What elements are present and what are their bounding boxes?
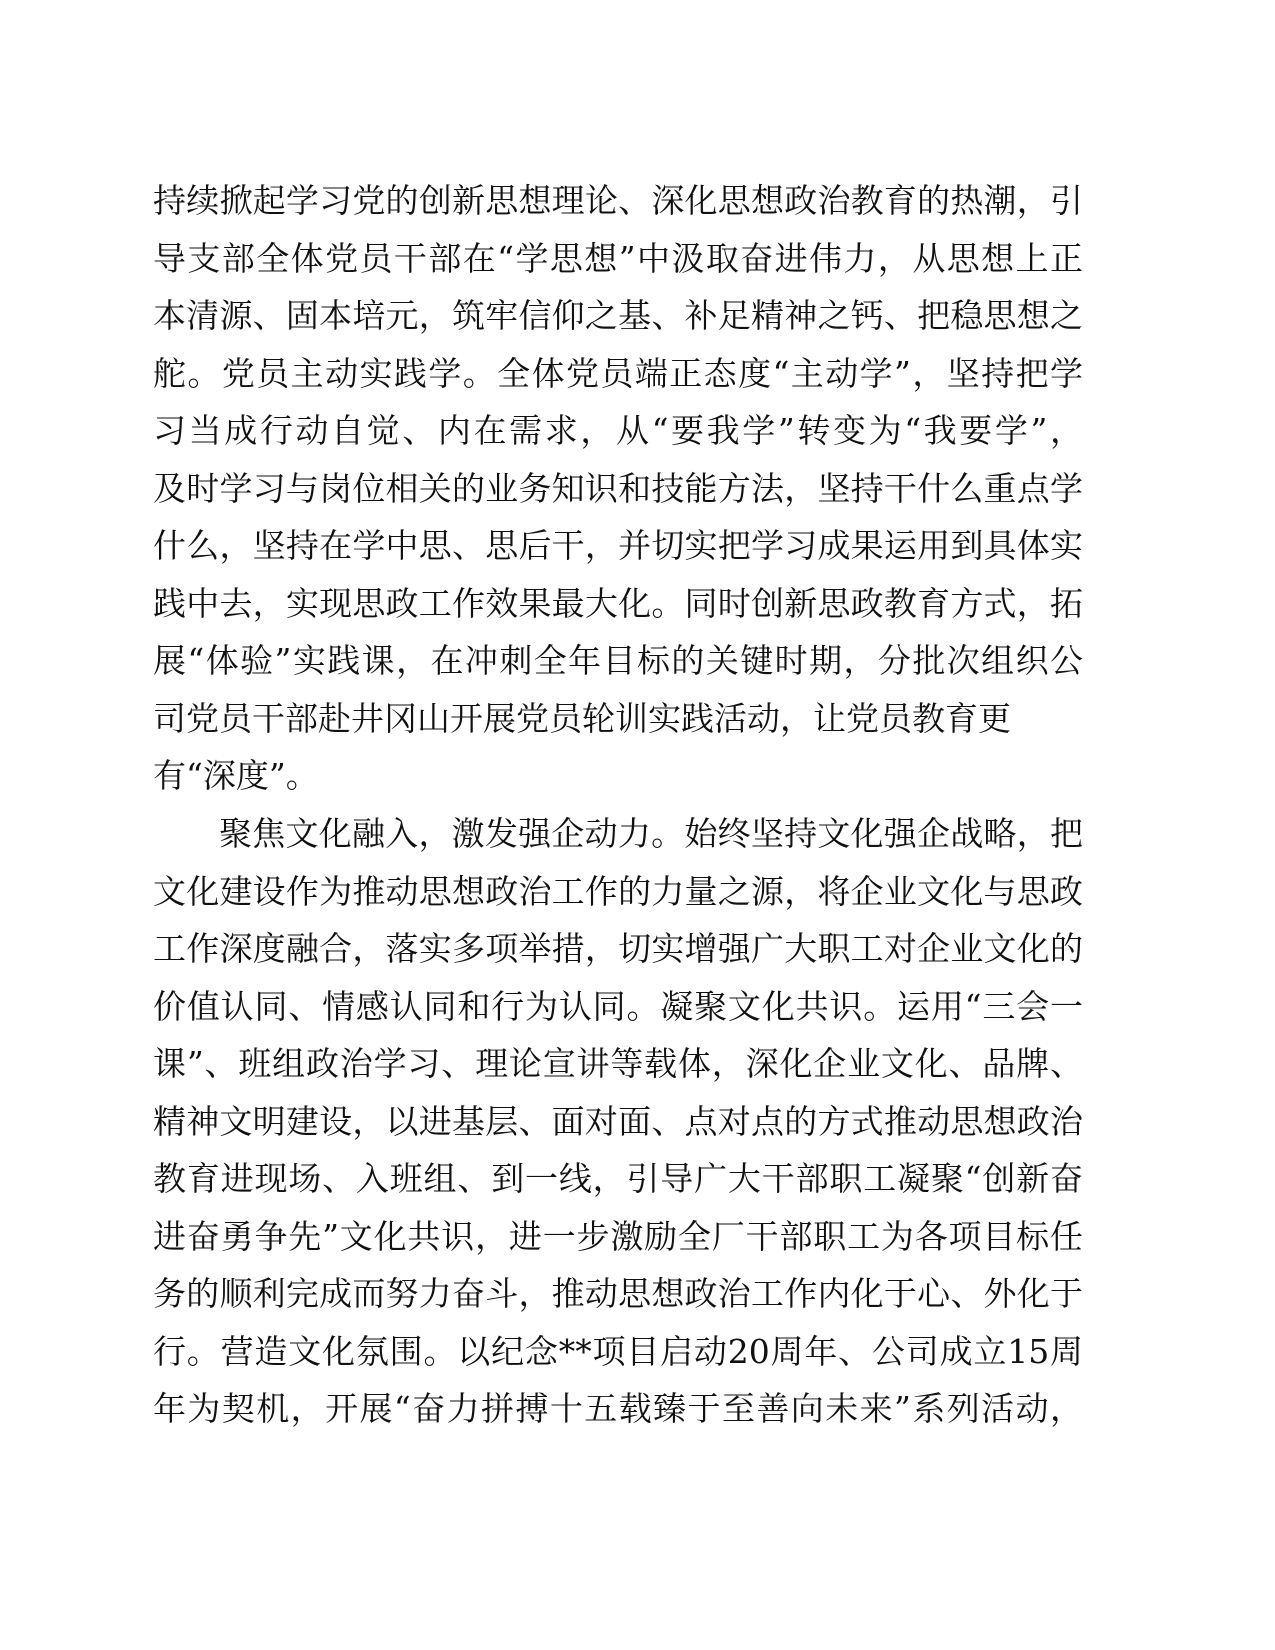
paragraph-1 xyxy=(153,172,1083,805)
paragraph-1-line-7: 什么，坚持在学中思、思后干，并切实把学习成果运用到具体实 xyxy=(153,526,1083,565)
paragraph-2-line-2: 文化建设作为推动思想政治工作的力量之源，将企业文化与思政 xyxy=(153,871,1083,911)
paragraph-2-line-4: 价值认同、情感认同和行为认同。凝聚文化共识。运用“三会一 xyxy=(153,986,1083,1026)
paragraph-2-line-6: 精神文明建设，以进基层、面对面、点对点的方式推动思想政治 xyxy=(153,1101,1083,1141)
paragraph-1-line-9: 展“体验”实践课，在冲刺全年目标的关键时期，分批次组织公 xyxy=(153,641,1083,680)
paragraph-2-line-7: 教育进现场、入班组、到一线，引导广大干部职工凝聚“创新奋 xyxy=(153,1159,1083,1198)
paragraph-2 xyxy=(153,805,1083,1438)
paragraph-2-line-1: 聚焦文化融入，激发强企动力。始终坚持文化强企战略，把 xyxy=(219,814,1083,853)
paragraph-2-line-9: 务的顺利完成而努力奋斗，推动思想政治工作内化于心、外化于 xyxy=(153,1274,1083,1313)
paragraph-1-line-3: 本清源、固本培元，筑牢信仰之基、补足精神之钙、把稳思想之 xyxy=(153,296,1083,335)
paragraph-2-line-3: 工作深度融合，落实多项举措，切实增强广大职工对企业文化的 xyxy=(153,929,1083,968)
paragraph-1-line-11: 有“深度”。 xyxy=(153,756,319,795)
paragraph-1-line-5: 习当成行动自觉、内在需求，从“要我学”转变为“我要学”， xyxy=(153,411,1083,450)
paragraph-1-line-10: 司党员干部赴井冈山开展党员轮训实践活动，让党员教育更 xyxy=(153,698,1011,738)
paragraph-1-line-1: 持续掀起学习党的创新思想理论、深化思想政治教育的热潮，引 xyxy=(153,181,1083,220)
paragraph-2-line-5: 课”、班组政治学习、理论宣讲等载体，深化企业文化、品牌、 xyxy=(153,1044,1083,1083)
paragraph-1-line-2: 导支部全体党员干部在“学思想”中汲取奋进伟力，从思想上正 xyxy=(153,238,1083,278)
paragraph-1-line-4: 舵。党员主动实践学。全体党员端正态度“主动学”，坚持把学 xyxy=(153,353,1083,393)
paragraph-1-line-6: 及时学习与岗位相关的业务知识和技能方法，坚持干什么重点学 xyxy=(153,468,1083,508)
paragraph-2-line-10: 行。营造文化氛围。以纪念**项目启动20周年、公司成立15周 xyxy=(153,1331,1083,1371)
paragraph-2-line-11: 年为契机，开展“奋力拼搏十五载臻于至善向未来”系列活动， xyxy=(153,1389,1083,1428)
paragraph-2-line-8: 进奋勇争先”文化共识，进一步激励全厂干部职工为各项目标任 xyxy=(153,1216,1083,1256)
paragraph-1-line-8: 践中去，实现思政工作效果最大化。同时创新思政教育方式，拓 xyxy=(153,583,1083,623)
